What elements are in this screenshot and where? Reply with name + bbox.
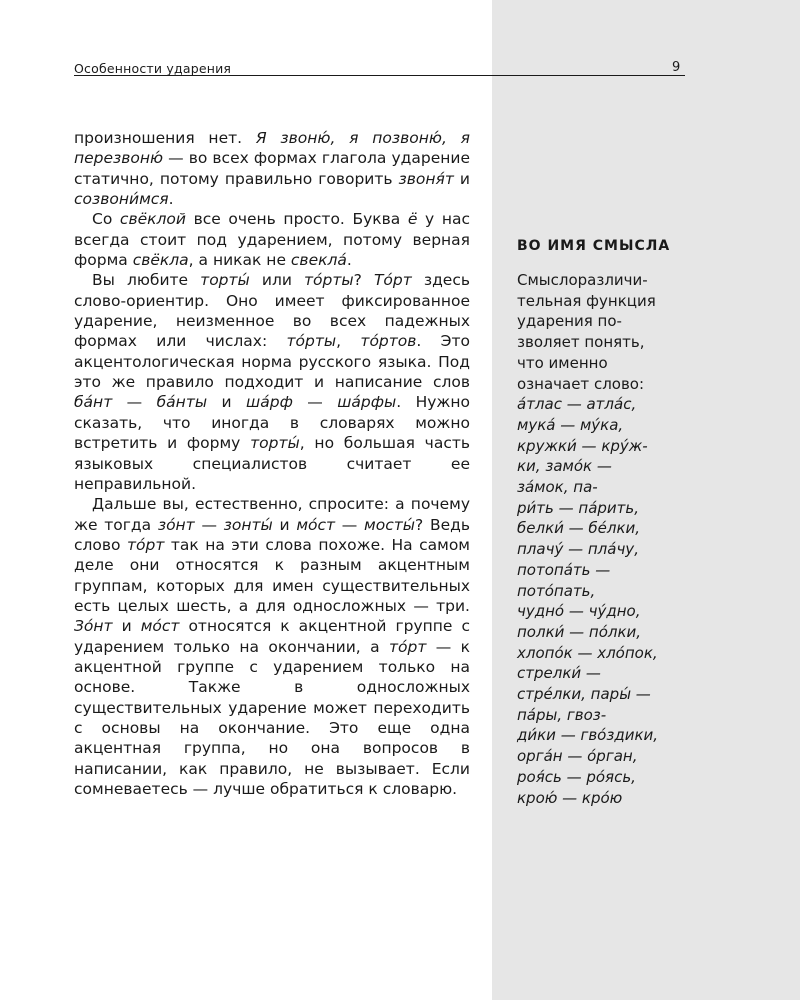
sidebar-line: мука́ — му́ка,	[517, 415, 624, 434]
sidebar-line: ди́ки — гво́здики,	[517, 726, 659, 745]
sidebar-line: чудно́ — чу́дно,	[517, 602, 641, 621]
sidebar-line: что именно	[517, 353, 608, 372]
sidebar-line: зволяет понять,	[517, 333, 645, 352]
sidebar-line: ки, замо́к —	[517, 457, 612, 476]
sidebar-line: крою́ — кро́ю	[517, 788, 623, 807]
paragraph-4: Дальше вы, естественно, спросите: а почему же тогда зо́нт — зонты́ и мо́ст — мосты́? Ведь слово то́рт так на эти слова похоже. На самом деле они относятся к разным акцентным группам, которых для имен существительных есть целых шесть, а для односложных — три. Зо́нт и мо́ст относятся к акцентной группе с ударением только на окончании, а то́рт — к акцентной группе с ударением только на основе. Также в односложных существительных ударение может переходить с основы на окончание. Это еще одна акцентная группа, но она вопросов в написании, как правило, не вызывает. Если сомневаетесь — лучше обратиться к словарю.	[74, 495, 470, 798]
sidebar-line: роя́сь — ро́ясь,	[517, 767, 636, 786]
sidebar-text	[517, 270, 677, 808]
sidebar-line: пото́пать,	[517, 581, 596, 600]
paragraph-3: Вы любите торты́ или то́рты? То́рт здесь слово-ориентир. Оно имеет фиксированное ударение, неизменное во всех падежных формах или числах: то́рты, то́ртов. Это акцентологическая норма русского языка. Под это же правило подходит и написание слов ба́нт — ба́нты и ша́рф — ша́рфы. Нужно сказать, что иногда в словарях можно встретить и форму торты́, но большая часть языковых специалистов считает ее неправильной.	[74, 271, 471, 493]
sidebar-line: кружки́ — кру́ж-	[517, 436, 648, 455]
sidebar-line: за́мок, па-	[517, 478, 598, 497]
main-text-column	[74, 128, 470, 799]
sidebar-line: па́ры, гвоз-	[517, 705, 607, 724]
sidebar-line: стрелки́ —	[517, 664, 601, 683]
header-rule	[74, 75, 685, 76]
running-head: Особенности ударения	[74, 61, 232, 76]
sidebar-line: потопа́ть —	[517, 560, 611, 579]
sidebar-line: Смыслоразличи-	[517, 271, 648, 289]
sidebar-line: орга́н — о́рган,	[517, 747, 638, 766]
sidebar-line: белки́ — бе́лки,	[517, 519, 641, 538]
page-number: 9	[672, 60, 681, 75]
sidebar-line: стре́лки, пары́ —	[517, 685, 651, 704]
paragraph-2: Со свёклой все очень просто. Буква ё у нас всегда стоит под ударением, потому верная форма свёкла, а никак не свекла́.	[74, 210, 470, 270]
sidebar-line: плачу́ — пла́чу,	[517, 540, 639, 559]
sidebar-title: ВО ИМЯ СМЫСЛА	[517, 238, 671, 254]
sidebar-line: ударения по-	[517, 312, 622, 331]
sidebar-line: означает слово:	[517, 374, 645, 393]
sidebar-line: полки́ — по́лки,	[517, 622, 642, 641]
sidebar-line: хлопо́к — хло́пок,	[517, 643, 658, 662]
paragraph-1: произношения нет. Я звоню́, я позвоню́, я перезвоню́ — во всех формах глагола ударение статично, потому правильно говорить звоня́т и созвони́мся.	[74, 129, 470, 209]
sidebar-line: а́тлас — атла́с,	[517, 395, 637, 414]
sidebar-line: тельная функция	[517, 291, 656, 310]
sidebar-line: ри́ть — па́рить,	[517, 498, 639, 517]
